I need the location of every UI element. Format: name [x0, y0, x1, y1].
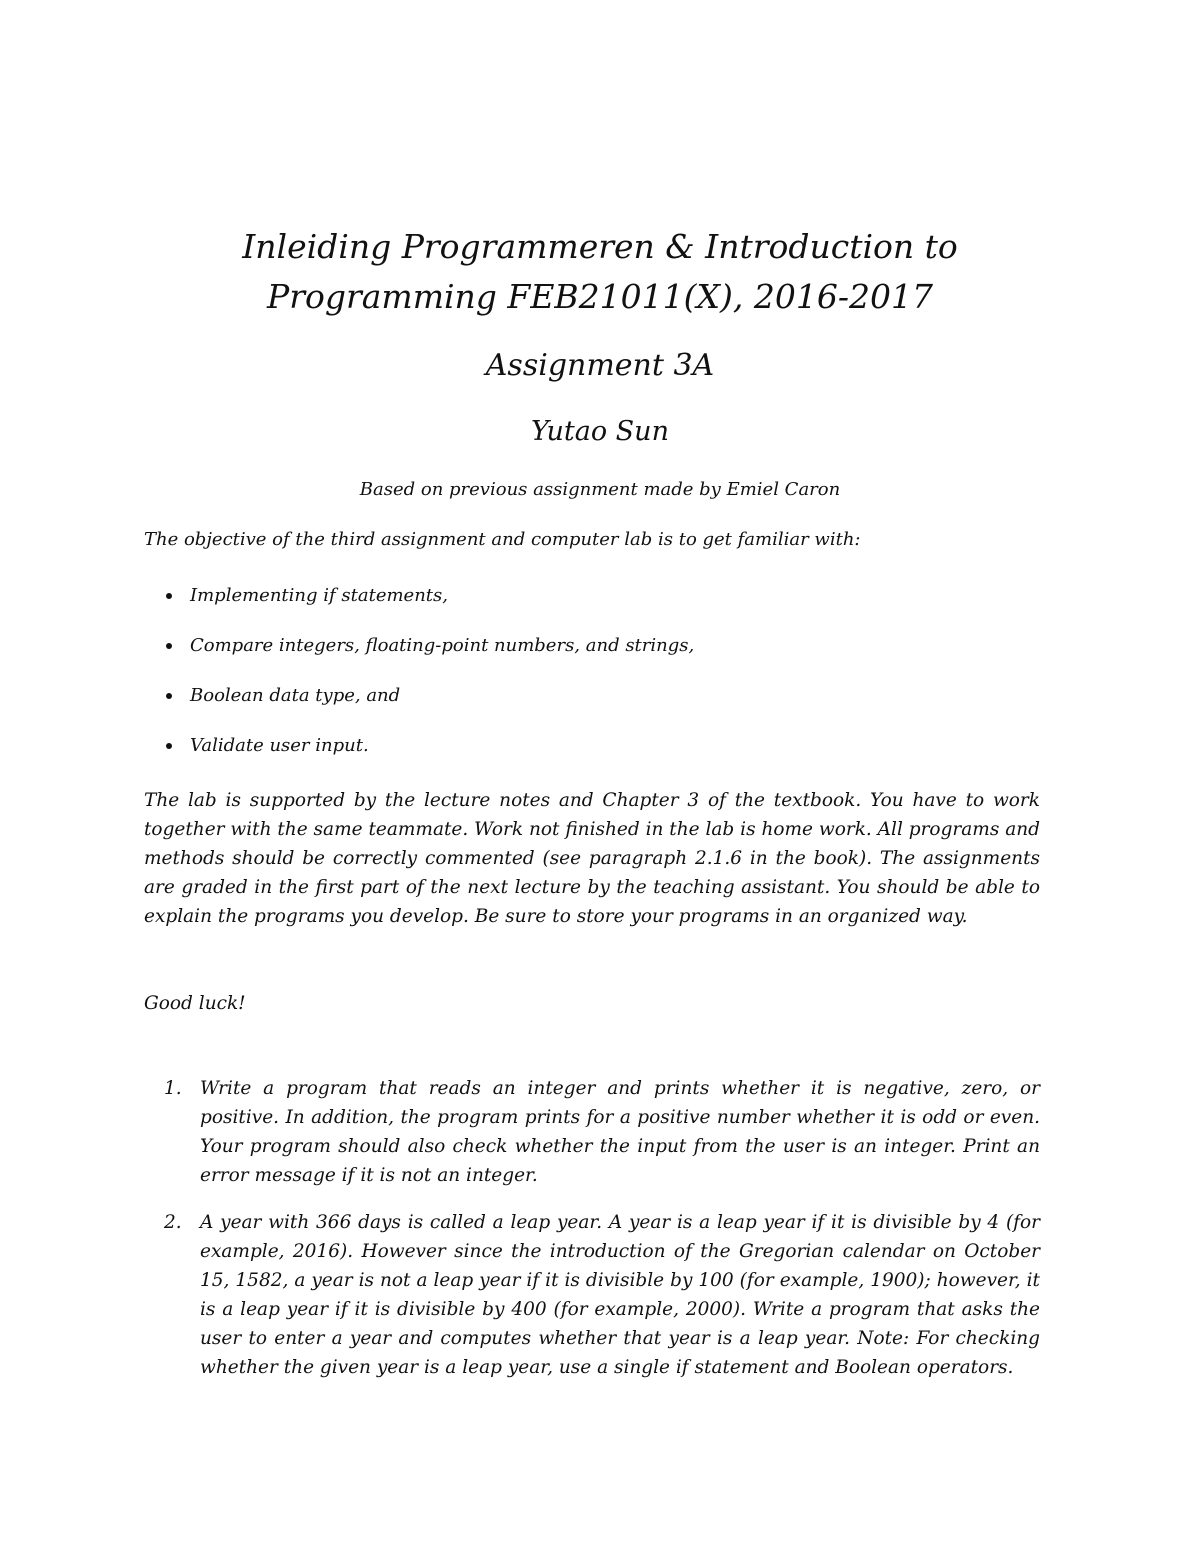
question-text: A year with 366 days is called a leap year. A year is a leap year if it is divisible by 4 (for example, 2016). However since the introduction of the Gregorian calendar on October 15, 1582, a year is not a leap year if it is divisible by 100 (for example, 1900); however, it is a leap year if it is divisible by 400 (for example, 2000). Write a program that asks the user to enter a year and computes whether that year is a leap year. Note: For checking whether the given year is a leap year, use a single if statement and Boolean operators.	[200, 1212, 1040, 1378]
question-item	[144, 1208, 1040, 1382]
bullet-icon	[166, 693, 172, 699]
author-name: Yutao Sun	[531, 416, 669, 447]
list-item	[144, 632, 1044, 660]
good-luck-text: Good luck!	[144, 993, 246, 1014]
list-item-text: Implementing if statements,	[190, 585, 448, 606]
title-line-1: Inleiding Programmeren & Introduction to	[242, 227, 958, 266]
bullet-icon	[166, 643, 172, 649]
question-text: Write a program that reads an integer and prints whether it is negative, zero, or positive. In addition, the program prints for a positive number whether it is odd or even. Your program should also check whether the input from the user is an integer. Print an error message if it is not an integer.	[200, 1078, 1040, 1186]
objective-text: The objective of the third assignment and computer lab is to get familiar with:	[144, 529, 861, 550]
assignment-subtitle: Assignment 3A	[485, 348, 715, 383]
title-line-2: Programming FEB21011(X), 2016-2017	[267, 277, 933, 316]
bullet-icon	[166, 743, 172, 749]
bullet-icon	[166, 593, 172, 599]
list-item-text: Validate user input.	[190, 735, 369, 756]
question-number: 2.	[164, 1212, 182, 1233]
list-item	[144, 732, 1044, 760]
based-on-note: Based on previous assignment made by Emiel Caron	[359, 479, 841, 500]
objective-list	[144, 582, 1044, 782]
question-item	[144, 1074, 1040, 1190]
list-item	[144, 682, 1044, 710]
list-item-text: Boolean data type, and	[190, 685, 401, 706]
question-number: 1.	[164, 1078, 182, 1099]
list-item-text: Compare integers, floating-point numbers, and strings,	[190, 635, 695, 656]
document-title	[160, 222, 1040, 322]
support-paragraph: The lab is supported by the lecture notes and Chapter 3 of the textbook. You have to work together with the same teammate. Work not finished in the lab is home work. All programs and methods should be correctly commented (see paragraph 2.1.6 in the book). The assignments are graded in the first part of the next lecture by the teaching assistant. You should be able to explain the programs you develop. Be sure to store your programs in an organized way.	[144, 790, 1040, 927]
question-list	[144, 1074, 1040, 1400]
list-item	[144, 582, 1044, 610]
